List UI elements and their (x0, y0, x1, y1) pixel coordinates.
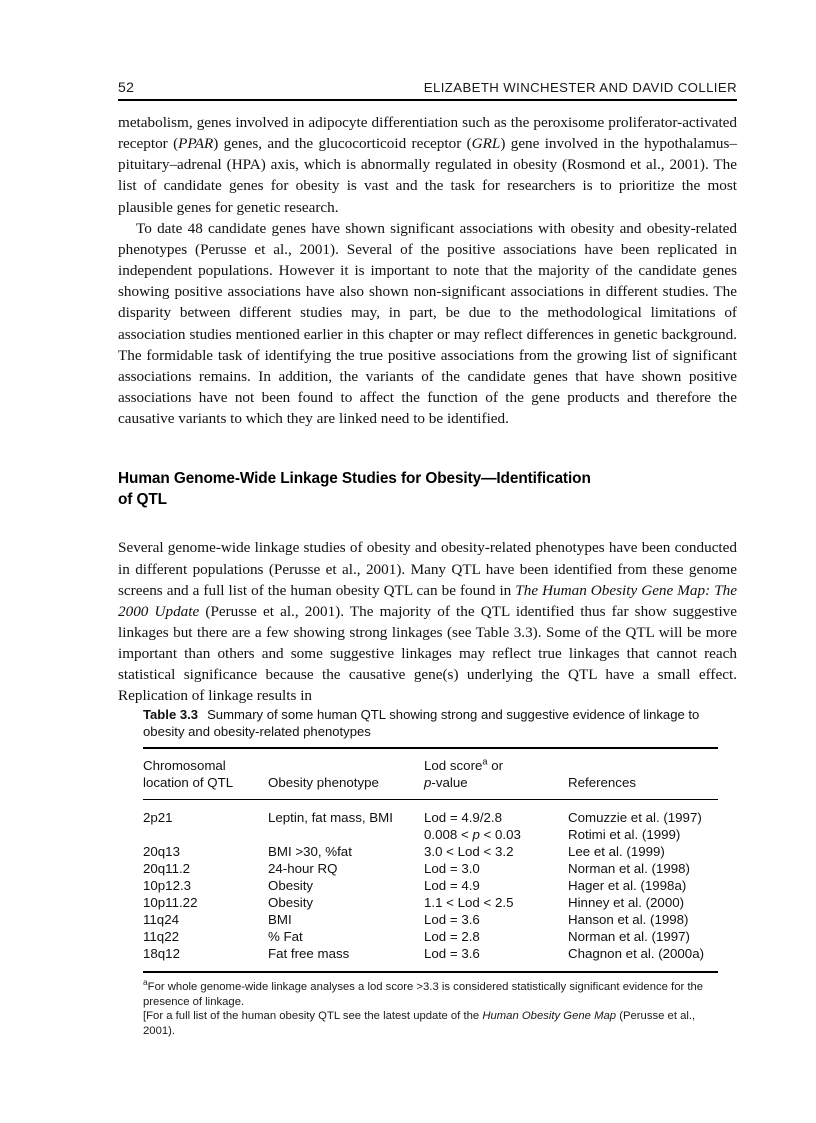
column-header-location-line-2: location of QTL (143, 775, 234, 791)
paragraph-1-seg-1: metabolism, genes involved in adipocyte differentiation such as the peroxisome proliferator-activated receptor ( (118, 114, 737, 153)
table-block (143, 706, 718, 1038)
cell-lod: Lod = 3.6 (424, 911, 480, 927)
column-header-references-label: References (568, 775, 636, 791)
footnote-a-text: For whole genome-wide linkage analyses a lod score >3.3 is considered statistically significant evidence for the presence of linkage. (143, 981, 704, 1008)
cell-location: 18q12 (143, 945, 180, 961)
cell-phenotype: Leptin, fat mass, BMI (268, 809, 393, 825)
table-row (143, 945, 718, 971)
footnote-a (143, 977, 718, 1009)
table-row (143, 911, 718, 928)
column-header-references (568, 749, 718, 798)
cell-lod: Lod = 3.0 (424, 860, 480, 876)
paragraph-2: To date 48 candidate genes have shown significant associations with obesity and obesity-related phenotypes (Perusse et al., 2001). Several of the positive associations have been replicated in independent populations. However it is important to note that the majority of the candidate genes showing positive associations have also shown non-significant associations in different studies. The disparity between different studies may, in part, be due to the methodological limitations of association studies mentioned earlier in this chapter or may reflect differences in genetic background. The formidable task of identifying the true positive associations from the growing list of significant associations remains. In addition, the variants of the candidate genes that have shown positive associations have not been found to affect the function of the gene products and therefore the causative variants to which they are linked need to be identified. (118, 219, 737, 428)
column-header-phenotype (268, 749, 424, 798)
table-row (143, 928, 718, 945)
footnote-a-marker: a (143, 977, 148, 988)
table-row (143, 860, 718, 877)
header-blank-line-2 (568, 757, 714, 774)
table-row (143, 894, 718, 911)
cell-phenotype: BMI >30, %fat (268, 843, 352, 859)
cell-reference: Comuzzie et al. (1997) (568, 809, 702, 825)
cell-reference: Chagnon et al. (2000a) (568, 945, 705, 961)
cell-phenotype: BMI (268, 911, 292, 927)
body-column (118, 112, 737, 707)
table-row (143, 877, 718, 894)
cell-phenotype: Obesity (268, 894, 314, 910)
paragraph-1-seg-3: ) gene involved in the hypothalamus–pituitary–adrenal (HPA) axis, which is abnormally regulated in obesity (Rosmond et al., 2001). The list of candidate genes for obesity is vast and the task for researchers is to prioritize the most plausible genes for genetic research. (118, 135, 737, 216)
table-row (143, 826, 718, 843)
cell-lod (424, 826, 568, 843)
cell-reference: Hanson et al. (1998) (568, 911, 689, 927)
cell-location: 11q22 (143, 928, 179, 944)
table-bottom-rule (143, 971, 718, 973)
column-header-lod-post: or (487, 758, 504, 774)
table-caption-text: Summary of some human QTL showing strong and suggestive evidence of linkage to obesity and obesity-related phenotypes (143, 707, 700, 740)
cell-lod-p-italic: p (472, 826, 480, 842)
cell-phenotype: % Fat (268, 928, 303, 944)
table-footnotes (143, 977, 718, 1038)
cell-reference: Hinney et al. (2000) (568, 894, 685, 910)
cell-lod: Lod = 4.9 (424, 877, 480, 893)
cell-lod: 3.0 < Lod < 3.2 (424, 843, 514, 859)
table-caption-label: Table 3.3 (143, 707, 199, 722)
running-head (118, 75, 737, 95)
paragraph-3-seg-1: Several genome-wide linkage studies of obesity and obesity-related phenotypes have been conducted in different populations (Perusse et al., 2001). Many QTL have been identified from these genome screens and a full list of the human obesity QTL can be found in (118, 539, 737, 599)
column-header-p-italic: p (424, 775, 432, 791)
footnote-b-post: (Perusse et al., 2001). (143, 1010, 696, 1037)
footnote-b (143, 1009, 718, 1038)
cell-reference: Lee et al. (1999) (568, 843, 665, 859)
table-head (143, 749, 718, 798)
cell-reference: Rotimi et al. (1999) (568, 826, 681, 842)
spacer-before-heading (118, 429, 737, 469)
gene-ppar: PPAR (178, 135, 214, 153)
cell-location: 20q11.2 (143, 860, 191, 876)
footnote-marker-a: a (482, 756, 488, 767)
cell-location: 20q13 (143, 843, 180, 859)
table-row (143, 800, 718, 826)
qtl-table-body (143, 800, 718, 971)
column-header-p-rest: -value (431, 775, 468, 791)
column-header-lod-pre: Lod score (424, 758, 483, 774)
cell-lod: 1.1 < Lod < 2.5 (424, 894, 514, 910)
paragraph-1 (118, 112, 737, 218)
column-header-location (143, 749, 268, 798)
cell-phenotype: Obesity (268, 877, 314, 893)
section-heading (118, 469, 737, 510)
column-header-phenotype-label: Obesity phenotype (268, 775, 379, 791)
paragraph-3 (118, 537, 737, 706)
column-header-location-line-1: Chromosomal (143, 758, 226, 774)
table-caption (143, 706, 718, 741)
cell-lod: Lod = 4.9/2.8 (424, 809, 503, 825)
footnote-b-italic-title: Human Obesity Gene Map (482, 1010, 617, 1023)
footnote-b-pre: [For a full list of the human obesity QTL see the latest update of the (143, 1010, 483, 1023)
cell-lod: Lod = 3.6 (424, 945, 480, 961)
section-heading-line-1: Human Genome-Wide Linkage Studies for Obesity—Identification (118, 470, 591, 488)
cell-reference: Norman et al. (1997) (568, 928, 690, 944)
cell-phenotype: Fat free mass (268, 945, 350, 961)
cell-location: 10p12.3 (143, 877, 192, 893)
cell-lod-post: < 0.03 (479, 826, 521, 842)
qtl-table (143, 749, 718, 798)
paragraph-1-seg-2: ) genes, and the glucocorticoid receptor ( (213, 135, 472, 153)
cell-reference: Norman et al. (1998) (568, 860, 690, 876)
cell-location: 11q24 (143, 911, 179, 927)
cell-lod-pre: 0.008 < (424, 826, 473, 842)
table-row (143, 843, 718, 860)
cell-location (143, 826, 268, 843)
running-head-authors: ELIZABETH WINCHESTER AND DAVID COLLIER (423, 80, 737, 95)
table-header-row (143, 749, 718, 798)
page-number: 52 (118, 79, 135, 95)
paragraph-3-seg-2: (Perusse et al., 2001). The majority of the QTL identified thus far show suggestive linkages but there are a few showing strong linkages (see Table 3.3). Some of the QTL will be more important than others and some suggestive linkages may reflect true linkages that cannot reach statistical significance because the causative gene(s) underlying the QTL have a small effect. Replication of linkage results in (118, 602, 737, 705)
gene-grl: GRL (471, 135, 501, 153)
spacer-after-heading (118, 510, 737, 537)
header-rule (118, 99, 737, 101)
cell-lod: Lod = 2.8 (424, 928, 480, 944)
cell-reference: Hager et al. (1998a) (568, 877, 687, 893)
cell-location: 2p21 (143, 809, 173, 825)
cell-phenotype: 24-hour RQ (268, 860, 338, 876)
book-title-gene-map: The Human Obesity Gene Map: The 2000 Update (118, 581, 737, 620)
section-heading-line-2: of QTL (118, 490, 167, 508)
cell-location: 10p11.22 (143, 894, 198, 910)
header-blank-line (268, 757, 420, 774)
table-body (143, 800, 718, 971)
cell-phenotype (268, 826, 424, 843)
column-header-lod (424, 749, 568, 798)
